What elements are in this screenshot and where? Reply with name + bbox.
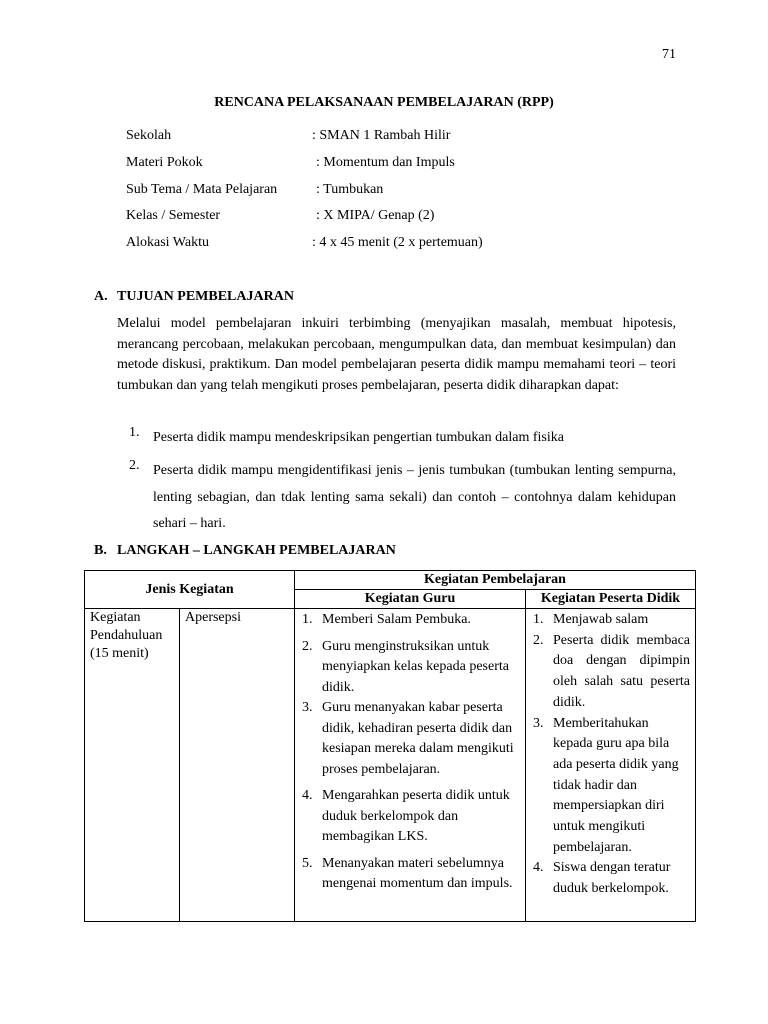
step-number: 3. xyxy=(302,700,313,715)
siswa-step xyxy=(531,610,690,631)
guru-step xyxy=(300,637,520,699)
siswa-step xyxy=(531,631,690,714)
step-text: Siswa dengan teratur duduk berkelompok. xyxy=(553,860,671,897)
step-number: 5. xyxy=(302,855,313,871)
info-row-time xyxy=(126,235,483,251)
info-row-subtheme xyxy=(126,182,384,198)
step-number: 2. xyxy=(533,632,544,648)
guru-step xyxy=(300,610,520,631)
guru-step xyxy=(300,698,520,780)
section-letter: A. xyxy=(94,289,108,304)
guru-step xyxy=(300,786,520,848)
item-number: 2. xyxy=(129,458,140,473)
item-number: 1. xyxy=(129,425,140,440)
section-b-heading xyxy=(94,543,396,559)
cell-guru xyxy=(295,609,526,922)
info-value: : 4 x 45 menit (2 x pertemuan) xyxy=(312,235,483,250)
info-label: Sub Tema / Mata Pelajaran xyxy=(126,182,278,197)
info-row-topic xyxy=(126,155,455,171)
header-kegiatan-pembelajaran: Kegiatan Pembelajaran xyxy=(295,571,696,590)
section-letter: B. xyxy=(94,543,107,558)
step-text: Menanyakan materi sebelumnya mengenai momentum dan impuls. xyxy=(322,855,513,891)
section-title: TUJUAN PEMBELAJARAN xyxy=(117,289,294,304)
cell-jenis: Kegiatan Pendahuluan (15 menit) xyxy=(85,609,180,922)
step-text: Menjawab salam xyxy=(553,612,649,627)
info-label: Alokasi Waktu xyxy=(126,235,209,250)
section-a-heading xyxy=(94,289,294,305)
page-number: 71 xyxy=(662,47,676,62)
info-row-class xyxy=(126,208,435,224)
info-label: Sekolah xyxy=(126,128,172,143)
info-value: : Momentum dan Impuls xyxy=(316,155,455,170)
step-text: Peserta didik membaca doa dengan dipimpin oleh salah satu peserta didik. xyxy=(553,632,691,710)
siswa-step xyxy=(531,858,690,899)
step-number: 1. xyxy=(533,612,544,627)
cell-peserta-didik xyxy=(526,609,696,922)
step-number: 4. xyxy=(302,788,313,803)
document-title: RENCANA PELAKSANAAN PEMBELAJARAN (RPP) xyxy=(214,95,554,110)
step-number: 1. xyxy=(302,612,313,627)
info-label: Kelas / Semester xyxy=(126,208,221,223)
step-text: Memberi Salam Pembuka. xyxy=(322,612,471,627)
table-row xyxy=(85,609,696,922)
objective-paragraph: Melalui model pembelajaran inkuiri terbimbing (menyajikan masalah, membuat hipotesis, merancang percobaan, melakukan percobaan, mengumpulkan data, dan membuat kesimpulan) dan metode diskusi, praktikum. Dan model pembelajaran peserta didik mampu memahami teori – teori tumbukan dan yang telah mengikuti proses pembelajaran, peserta didik diharapkan dapat: xyxy=(117,316,676,393)
step-text: Guru menginstruksikan untuk menyiapkan kelas kepada peserta didik. xyxy=(322,638,509,695)
section-title: LANGKAH – LANGKAH PEMBELAJARAN xyxy=(117,543,396,558)
cell-sub: Apersepsi xyxy=(180,609,295,922)
info-value: : Tumbukan xyxy=(316,182,384,197)
header-kegiatan-guru: Kegiatan Guru xyxy=(295,590,526,609)
guru-step xyxy=(300,854,520,895)
info-value: : SMAN 1 Rambah Hilir xyxy=(312,128,451,143)
step-number: 4. xyxy=(533,860,544,876)
step-text: Guru menanyakan kabar peserta didik, kehadiran peserta didik dan kesiapan mereka dalam mengikuti proses pembelajaran. xyxy=(322,700,514,777)
step-text: Mengarahkan peserta didik untuk duduk berkelompok dan membagikan LKS. xyxy=(322,788,510,844)
step-number: 3. xyxy=(533,715,544,731)
header-kegiatan-peserta-didik: Kegiatan Peserta Didik xyxy=(526,590,696,609)
info-value: : X MIPA/ Genap (2) xyxy=(316,208,435,223)
header-jenis-kegiatan: Jenis Kegiatan xyxy=(85,571,295,609)
learning-steps-table xyxy=(84,570,696,922)
siswa-step xyxy=(531,714,690,859)
step-number: 2. xyxy=(302,638,313,654)
step-text: Memberitahukan kepada guru apa bila ada peserta didik yang tidak hadir dan mempersiapkan diri untuk mengikuti pembelajaran. xyxy=(553,715,679,855)
info-row-school xyxy=(126,128,451,144)
info-label: Materi Pokok xyxy=(126,155,203,170)
item-text: Peserta didik mampu mengidentifikasi jenis – jenis tumbukan (tumbukan lenting sempurna, lenting sebagian, dan tdak lenting sama sekali) dan contoh – contohnya dalam kehidupan sehari – hari. xyxy=(153,463,676,531)
item-text: Peserta didik mampu mendeskripsikan pengertian tumbukan dalam fisika xyxy=(153,430,564,445)
